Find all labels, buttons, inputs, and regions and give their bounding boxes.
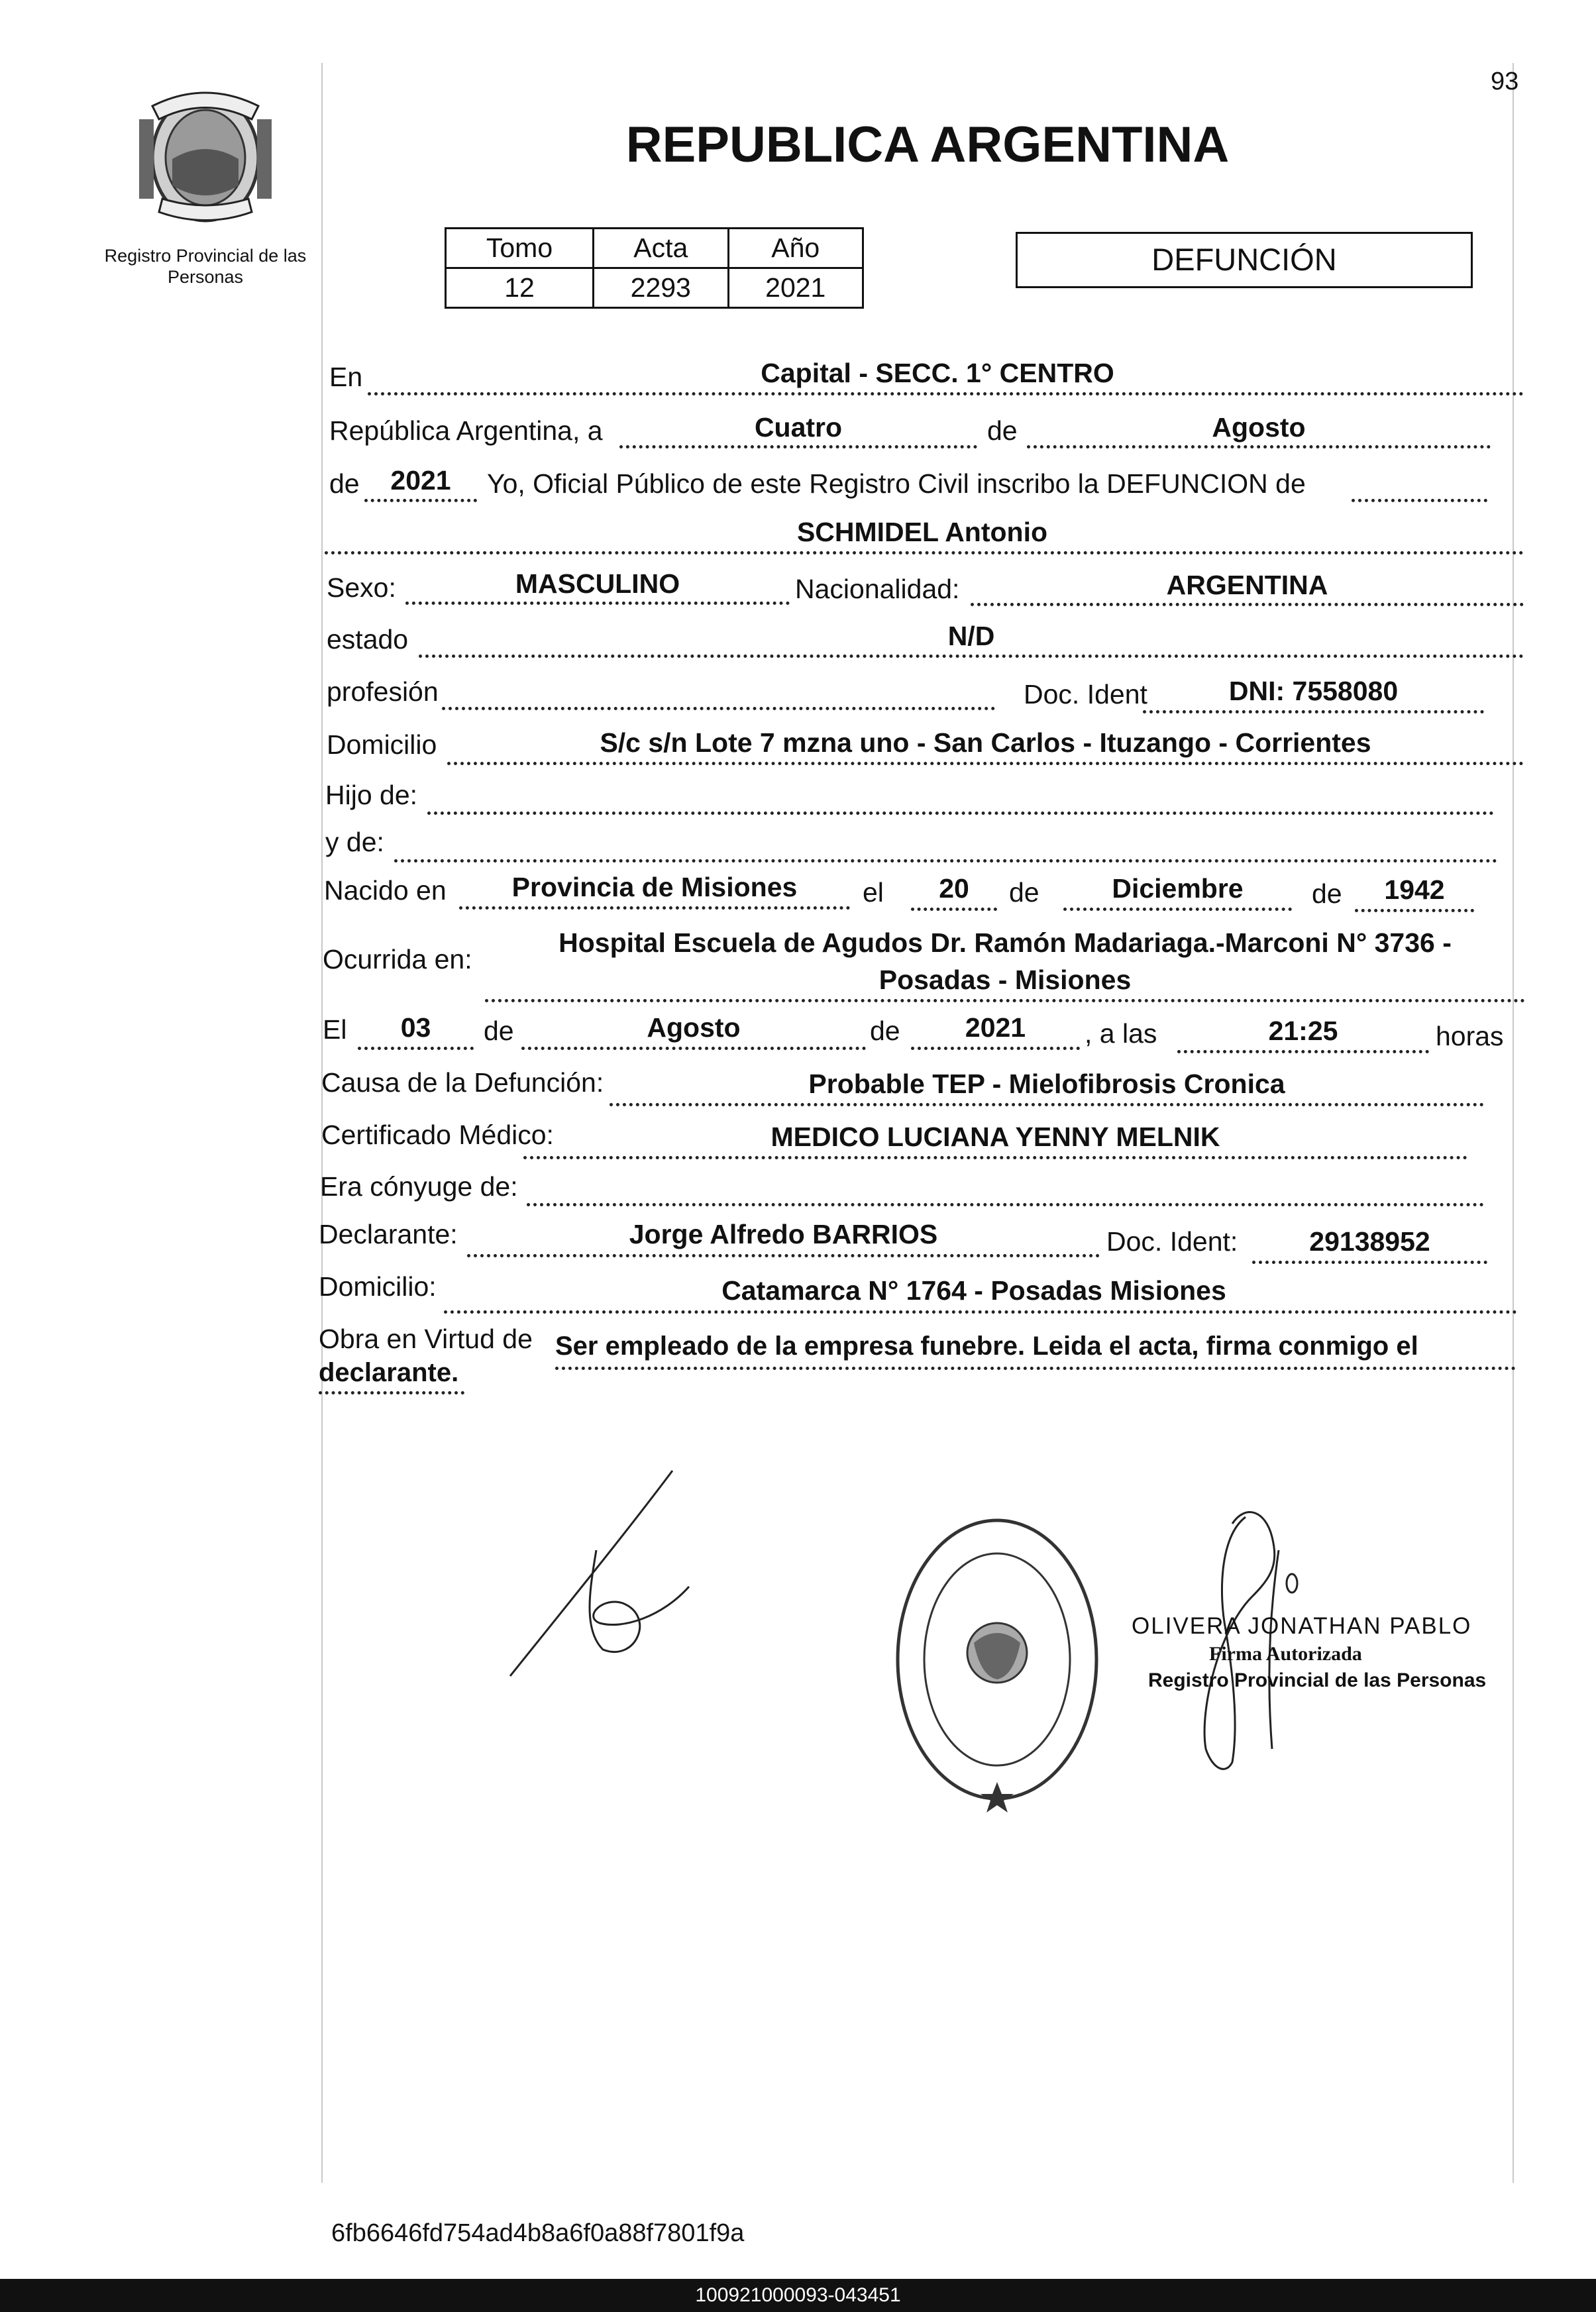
en-label: En [329, 362, 363, 392]
nacido-anio: 1942 [1384, 874, 1445, 905]
deceased-name: SCHMIDEL Antonio [796, 517, 1048, 547]
barcode-text: 100921000093-043451 [695, 2284, 901, 2306]
sexo-value: MASCULINO [515, 568, 680, 599]
estado-value: N/D [947, 621, 995, 651]
declarante-value: Jorge Alfredo BARRIOS [629, 1219, 938, 1249]
muerte-anio: 2021 [965, 1012, 1026, 1043]
nacido-mes: Diciembre [1112, 873, 1244, 904]
declarante-dotline [467, 1254, 1100, 1257]
ocurrida-line1: Hospital Escuela de Agudos Dr. Ramón Madariaga.-Marconi N° 3736 - [559, 927, 1452, 958]
register-table [445, 227, 864, 309]
causa-label: Causa de la Defunción: [321, 1067, 604, 1098]
de-label-4: de [1312, 878, 1342, 909]
acta-header: Acta [594, 229, 728, 268]
ocurrida-dotline [485, 999, 1525, 1002]
muerte-mes-dotline [521, 1047, 866, 1050]
estado-label: estado [327, 624, 409, 655]
day-words: Cuatro [754, 412, 843, 443]
hijo-label: Hijo de: [325, 780, 418, 810]
de-label: de [987, 415, 1018, 446]
barcode-bar [0, 2279, 1596, 2312]
official-stamp [888, 1510, 1106, 1822]
hora-dotline [1177, 1050, 1429, 1053]
causa-dotline [610, 1103, 1484, 1106]
name-dotline [325, 551, 1524, 554]
ocurrida-label: Ocurrida en: [323, 944, 472, 974]
decl-doc-dotline [1252, 1261, 1487, 1264]
official-name: OLIVERA JONATHAN PABLO [1132, 1613, 1472, 1639]
hijo-dotline [427, 812, 1494, 815]
nacido-lugar-dotline [459, 906, 850, 910]
en-dotline [368, 392, 1524, 395]
el2-label: El [323, 1014, 347, 1045]
year-value: 2021 [390, 465, 451, 496]
page-number: 93 [1491, 68, 1519, 95]
doc-ident-dotline [1143, 710, 1484, 713]
registry-name: Registro Provincial de las Personas [104, 246, 307, 287]
conyuge-dotline [527, 1203, 1484, 1206]
tomo-value: 12 [446, 268, 594, 308]
profesion-dotline [442, 707, 995, 710]
document-type: DEFUNCIÓN [1151, 242, 1337, 277]
obra-label: Obra en Virtud de [319, 1324, 533, 1354]
profesion-label: profesión [327, 676, 439, 707]
decl-doc-value: 29138952 [1309, 1226, 1430, 1257]
nacido-mes-dotline [1063, 908, 1292, 911]
horas-label: horas [1436, 1021, 1504, 1051]
declarante-label: Declarante: [319, 1219, 458, 1249]
month-value: Agosto [1212, 412, 1306, 443]
sexo-label: Sexo: [327, 572, 396, 603]
nacionalidad-dotline [971, 603, 1524, 606]
official-org: Registro Provincial de las Personas [1148, 1669, 1487, 1691]
inscribo-text: Yo, Oficial Público de este Registro Civil inscribo la DEFUNCION de [487, 468, 1306, 499]
de-label-3: de [1009, 877, 1039, 908]
nacido-dia-dotline [911, 908, 997, 911]
domicilio2-dotline [444, 1310, 1517, 1314]
acta-value: 2293 [594, 268, 728, 308]
muerte-dia-dotline [358, 1047, 474, 1050]
document-hash: 6fb6646fd754ad4b8a6f0a88f7801f9a [331, 2219, 745, 2247]
muerte-mes: Agosto [647, 1012, 741, 1043]
year-dotline [364, 499, 477, 502]
right-margin-line [1513, 63, 1514, 2183]
muerte-anio-dotline [911, 1047, 1080, 1050]
declarant-signature [490, 1457, 709, 1683]
yde-label: y de: [325, 827, 384, 857]
el-label: el [863, 877, 884, 908]
nacido-label: Nacido en [324, 875, 447, 906]
day-dotline [619, 445, 977, 448]
obra-dotline-2 [319, 1391, 464, 1394]
tomo-header: Tomo [446, 229, 594, 268]
estado-dotline [419, 655, 1524, 658]
nacionalidad-label: Nacionalidad: [795, 574, 960, 604]
sexo-dotline [405, 602, 790, 605]
nacido-anio-dotline [1355, 909, 1474, 912]
obra-dotline [555, 1367, 1516, 1370]
domicilio-dotline [447, 762, 1524, 765]
de-label-6: de [870, 1016, 900, 1046]
certificado-label: Certificado Médico: [321, 1120, 554, 1150]
inscribo-dotline [1352, 499, 1487, 502]
page-title: REPUBLICA ARGENTINA [625, 117, 1230, 173]
domicilio2-label: Domicilio: [319, 1271, 437, 1302]
hora-value: 21:25 [1268, 1016, 1338, 1046]
yde-dotline [394, 859, 1497, 863]
nacido-lugar: Provincia de Misiones [511, 872, 798, 902]
obra-value-line2: declarante. [319, 1358, 459, 1387]
document-type-box [1016, 232, 1473, 288]
doc-ident-label: Doc. Ident [1024, 679, 1147, 709]
muerte-dia: 03 [400, 1012, 431, 1043]
republica-label: República Argentina, a [329, 415, 603, 446]
a-las-label: , a las [1085, 1018, 1157, 1049]
certificado-value: MEDICO LUCIANA YENNY MELNIK [771, 1122, 1220, 1152]
domicilio-label: Domicilio [327, 729, 437, 760]
domicilio2-value: Catamarca N° 1764 - Posadas Misiones [721, 1275, 1226, 1306]
doc-ident-value: DNI: 7558080 [1228, 676, 1399, 706]
decl-doc-label: Doc. Ident: [1106, 1226, 1238, 1257]
official-signature [1193, 1497, 1312, 1782]
domicilio-value: S/c s/n Lote 7 mzna uno - San Carlos - Ituzango - Corrientes [600, 727, 1371, 758]
de-label-5: de [484, 1016, 514, 1046]
causa-value: Probable TEP - Mielofibrosis Cronica [808, 1069, 1285, 1099]
nacido-dia: 20 [939, 873, 969, 904]
official-title: Firma Autorizada [1209, 1643, 1362, 1665]
obra-value-line1: Ser empleado de la empresa funebre. Leida el acta, firma conmigo el [555, 1332, 1418, 1361]
anio-value: 2021 [728, 268, 863, 308]
month-dotline [1027, 445, 1491, 448]
nacionalidad-value: ARGENTINA [1166, 570, 1328, 600]
en-value: Capital - SECC. 1° CENTRO [761, 358, 1114, 388]
ocurrida-line2: Posadas - Misiones [878, 965, 1132, 995]
province-emblem-icon [133, 79, 278, 232]
conyuge-label: Era cónyuge de: [320, 1171, 518, 1202]
anio-header: Año [728, 229, 863, 268]
de-label-2: de [329, 468, 360, 499]
certificado-dotline [523, 1156, 1467, 1159]
